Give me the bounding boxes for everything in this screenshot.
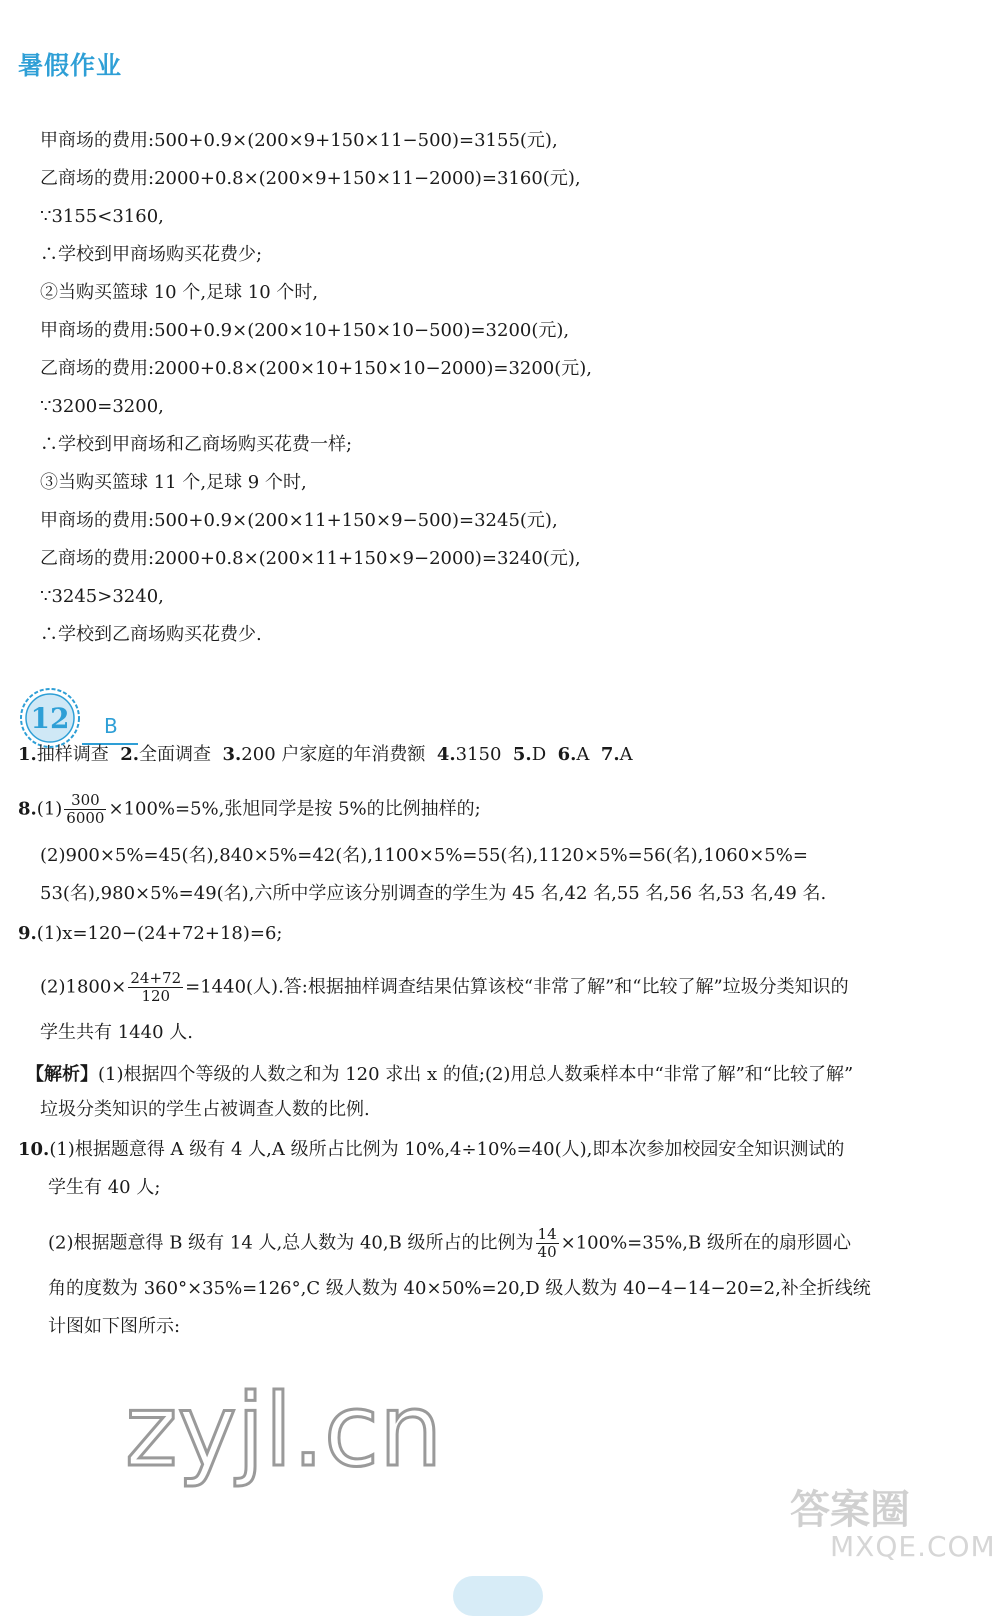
solution-line: 计图如下图所示: [48, 1316, 181, 1337]
solution-line: 角的度数为 360°×35%=126°,C 级人数为 40×50%=20,D 级人数为 40−4−14−20=2,补全折线统 [48, 1278, 871, 1299]
page-number-tab [453, 1576, 543, 1616]
question-number: 5. [512, 744, 532, 765]
solution-line: ∵3200=3200, [40, 396, 164, 417]
analysis-line: 垃圾分类知识的学生占被调查人数的比例. [40, 1099, 370, 1120]
page-header-title: 暑假作业 [18, 51, 123, 80]
answer-text: 200 户家庭的年消费额 [241, 744, 426, 765]
question-number: 7. [600, 744, 620, 765]
answer-text: A [576, 744, 590, 765]
section-number-badge [20, 688, 80, 748]
zyjl-watermark [125, 1350, 475, 1510]
fraction [64, 792, 106, 827]
question-number: 4. [436, 744, 456, 765]
solution-line: ∵3155<3160, [40, 206, 164, 227]
solution-text: (2)1800× [40, 976, 127, 998]
solution-line: 学生共有 1440 人. [40, 1022, 193, 1043]
q10-part1 [18, 1137, 844, 1163]
analysis-line [26, 1062, 853, 1088]
fraction-denominator: 40 [537, 1243, 557, 1261]
analysis-tag: 【解析】 [26, 1064, 98, 1085]
solution-text: (1)根据题意得 A 级有 4 人,A 级所占比例为 10%,4÷10%=40(人),即本次参加校园安全知识测试的 [49, 1139, 845, 1160]
solution-line: 甲商场的费用:500+0.9×(200×11+150×9−500)=3245(元), [40, 510, 558, 531]
fraction-numerator: 300 [64, 792, 106, 810]
answer-text: 3150 [455, 744, 502, 765]
solution-text: (2)根据题意得 B 级有 14 人,总人数为 40,B 级所占的比例为 [48, 1232, 534, 1254]
fraction-numerator: 24+72 [130, 969, 182, 987]
solution-line: 甲商场的费用:500+0.9×(200×10+150×10−500)=3200(元), [40, 320, 570, 341]
answer-text: A [619, 744, 633, 765]
answer-text: 抽样调查 [36, 744, 109, 765]
solution-line: 乙商场的费用:2000+0.8×(200×11+150×9−2000)=3240(元), [40, 548, 581, 569]
solution-text: ×100%=35%,B 级所在的扇形圆心 [560, 1232, 851, 1254]
question-number: 10. [18, 1139, 50, 1160]
solution-text: (1)x=120−(24+72+18)=6; [36, 923, 283, 944]
solution-line: ∴学校到甲商场和乙商场购买花费一样; [40, 434, 353, 455]
question-number: 2. [120, 744, 140, 765]
solution-line: 甲商场的费用:500+0.9×(200×9+150×11−500)=3155(元), [40, 130, 558, 151]
fraction-denominator: 120 [141, 987, 171, 1005]
question-number: 1. [18, 744, 37, 765]
answer-text: 全面调查 [139, 744, 212, 765]
part-label: (1) [36, 798, 63, 820]
solution-line: ③当购买篮球 11 个,足球 9 个时, [40, 472, 307, 493]
question-number: 8. [18, 798, 37, 820]
solution-text: ×100%=5%,张旭同学是按 5%的比例抽样的; [108, 798, 481, 820]
question-number: 9. [18, 923, 37, 944]
solution-line: (2)900×5%=45(名),840×5%=42(名),1100×5%=55(名),1120×5%=56(名),1060×5%= [40, 845, 808, 866]
solution-line: 53(名),980×5%=49(名),六所中学应该分别调查的学生为 45 名,42 名,55 名,56 名,53 名,49 名. [40, 883, 827, 904]
question-number: 6. [557, 744, 577, 765]
solution-line: ∵3245>3240, [40, 586, 164, 607]
q9-part2 [40, 970, 849, 1005]
analysis-text: (1)根据四个等级的人数之和为 120 求出 x 的值;(2)用总人数乘样本中“非常了解”和“比较了解” [98, 1064, 854, 1085]
solution-line: ∴学校到甲商场购买花费少; [40, 244, 263, 265]
corner-watermark-en: MXQE.COM [830, 1530, 996, 1563]
solution-line: ②当购买篮球 10 个,足球 10 个时, [40, 282, 319, 303]
q10-part2 [48, 1226, 851, 1261]
watermark-text: zyjl.cn [125, 1372, 443, 1489]
solution-line: ∴学校到乙商场购买花费少. [40, 624, 262, 645]
fraction-numerator: 14 [537, 1225, 557, 1243]
q9-part1 [18, 921, 283, 947]
fraction [128, 970, 183, 1005]
fraction-denominator: 6000 [66, 809, 105, 827]
solution-line: 乙商场的费用:2000+0.8×(200×10+150×10−2000)=3200(元), [40, 358, 593, 379]
solution-text: =1440(人).答:根据抽样调查结果估算该校“非常了解”和“比较了解”垃圾分类知识的 [185, 976, 849, 998]
q8-part1 [18, 792, 481, 827]
fraction [536, 1226, 559, 1261]
section-letter: B [104, 714, 118, 738]
section-number: 12 [30, 702, 70, 735]
short-answers-row [18, 742, 633, 768]
answer-text: D [531, 744, 547, 765]
solution-line: 乙商场的费用:2000+0.8×(200×9+150×11−2000)=3160(元), [40, 168, 581, 189]
question-number: 3. [222, 744, 242, 765]
solution-line: 学生有 40 人; [48, 1177, 161, 1198]
corner-watermark-cn: 答案圈 [790, 1487, 910, 1533]
